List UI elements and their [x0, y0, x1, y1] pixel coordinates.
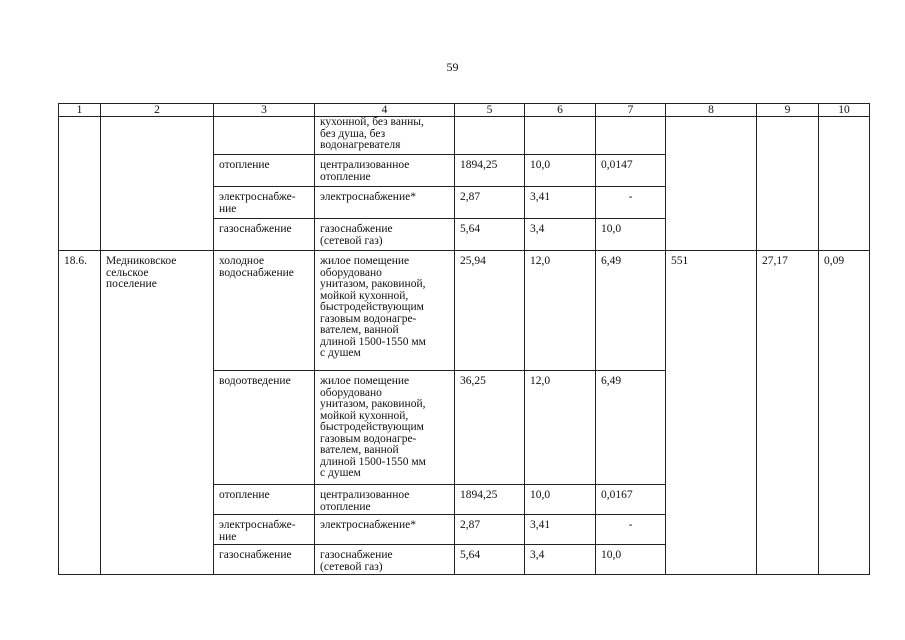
- value-cell: 3,41: [525, 187, 596, 219]
- description-cell: жилое помещение оборудовано унитазом, раковиной, мойкой кухонной, быстродействующим газовым водонагре- вателем, ванной длиной 1500-1550 мм с душем: [315, 251, 455, 371]
- description-cell: кухонной, без ванны, без душа, без водонагревателя: [315, 117, 455, 155]
- empty-cell: [596, 117, 666, 155]
- empty-cell: [455, 117, 525, 155]
- service-cell: холодное водоснабжение: [214, 251, 315, 371]
- header-cell: 2: [101, 104, 214, 117]
- value-cell: 1894,25: [455, 485, 525, 515]
- value-cell: -: [596, 515, 666, 545]
- page-number: 59: [446, 60, 459, 74]
- service-cell: электроснабже- ние: [214, 187, 315, 219]
- value-cell: -: [596, 187, 666, 219]
- value-cell: 36,25: [455, 371, 525, 485]
- service-cell: отопление: [214, 485, 315, 515]
- value-cell: 3,41: [525, 515, 596, 545]
- value-cell: 10,0: [525, 155, 596, 187]
- value-cell: 12,0: [525, 251, 596, 371]
- description-cell: централизованное отопление: [315, 485, 455, 515]
- settlement-name: Медниковское сельское поселение: [101, 251, 214, 575]
- empty-cell: [214, 117, 315, 155]
- empty-cell: [525, 117, 596, 155]
- header-cell: 4: [315, 104, 455, 117]
- value-cell: 3,4: [525, 545, 596, 575]
- service-cell: газоснабжение: [214, 219, 315, 251]
- value-cell: 12,0: [525, 371, 596, 485]
- empty-cell: [757, 117, 819, 251]
- empty-cell: [666, 117, 757, 251]
- empty-cell: [59, 117, 101, 251]
- value-cell: 25,94: [455, 251, 525, 371]
- value-cell: 6,49: [596, 251, 666, 371]
- description-cell: газоснабжение (сетевой газ): [315, 545, 455, 575]
- header-row: [59, 104, 870, 117]
- value-cell: 0,0147: [596, 155, 666, 187]
- value-cell: 0,0167: [596, 485, 666, 515]
- tariff-table: [58, 103, 870, 575]
- table-row: [59, 251, 870, 371]
- service-cell: газоснабжение: [214, 545, 315, 575]
- header-cell: 5: [455, 104, 525, 117]
- service-cell: электроснабже- ние: [214, 515, 315, 545]
- value-cell: 2,87: [455, 515, 525, 545]
- description-cell: газоснабжение (сетевой газ): [315, 219, 455, 251]
- header-cell: 3: [214, 104, 315, 117]
- empty-cell: [819, 117, 870, 251]
- description-cell: централизованное отопление: [315, 155, 455, 187]
- section-number: 18.6.: [59, 251, 101, 575]
- value-cell: 10,0: [596, 219, 666, 251]
- value-cell: 1894,25: [455, 155, 525, 187]
- value-cell: 3,4: [525, 219, 596, 251]
- header-cell: 1: [59, 104, 101, 117]
- value-cell: 0,09: [819, 251, 870, 575]
- value-cell: 6,49: [596, 371, 666, 485]
- description-cell: электроснабжение*: [315, 515, 455, 545]
- service-cell: отопление: [214, 155, 315, 187]
- value-cell: 27,17: [757, 251, 819, 575]
- table-row: [59, 117, 870, 155]
- value-cell: 5,64: [455, 545, 525, 575]
- description-cell: электроснабжение*: [315, 187, 455, 219]
- value-cell: 551: [666, 251, 757, 575]
- value-cell: 10,0: [596, 545, 666, 575]
- header-cell: 9: [757, 104, 819, 117]
- header-cell: 7: [596, 104, 666, 117]
- header-cell: 8: [666, 104, 757, 117]
- service-cell: водоотведение: [214, 371, 315, 485]
- description-cell: жилое помещение оборудовано унитазом, раковиной, мойкой кухонной, быстродействующим газовым водонагре- вателем, ванной длиной 1500-1550 мм с душем: [315, 371, 455, 485]
- empty-cell: [101, 117, 214, 251]
- value-cell: 10,0: [525, 485, 596, 515]
- header-cell: 6: [525, 104, 596, 117]
- value-cell: 2,87: [455, 187, 525, 219]
- value-cell: 5,64: [455, 219, 525, 251]
- header-cell: 10: [819, 104, 870, 117]
